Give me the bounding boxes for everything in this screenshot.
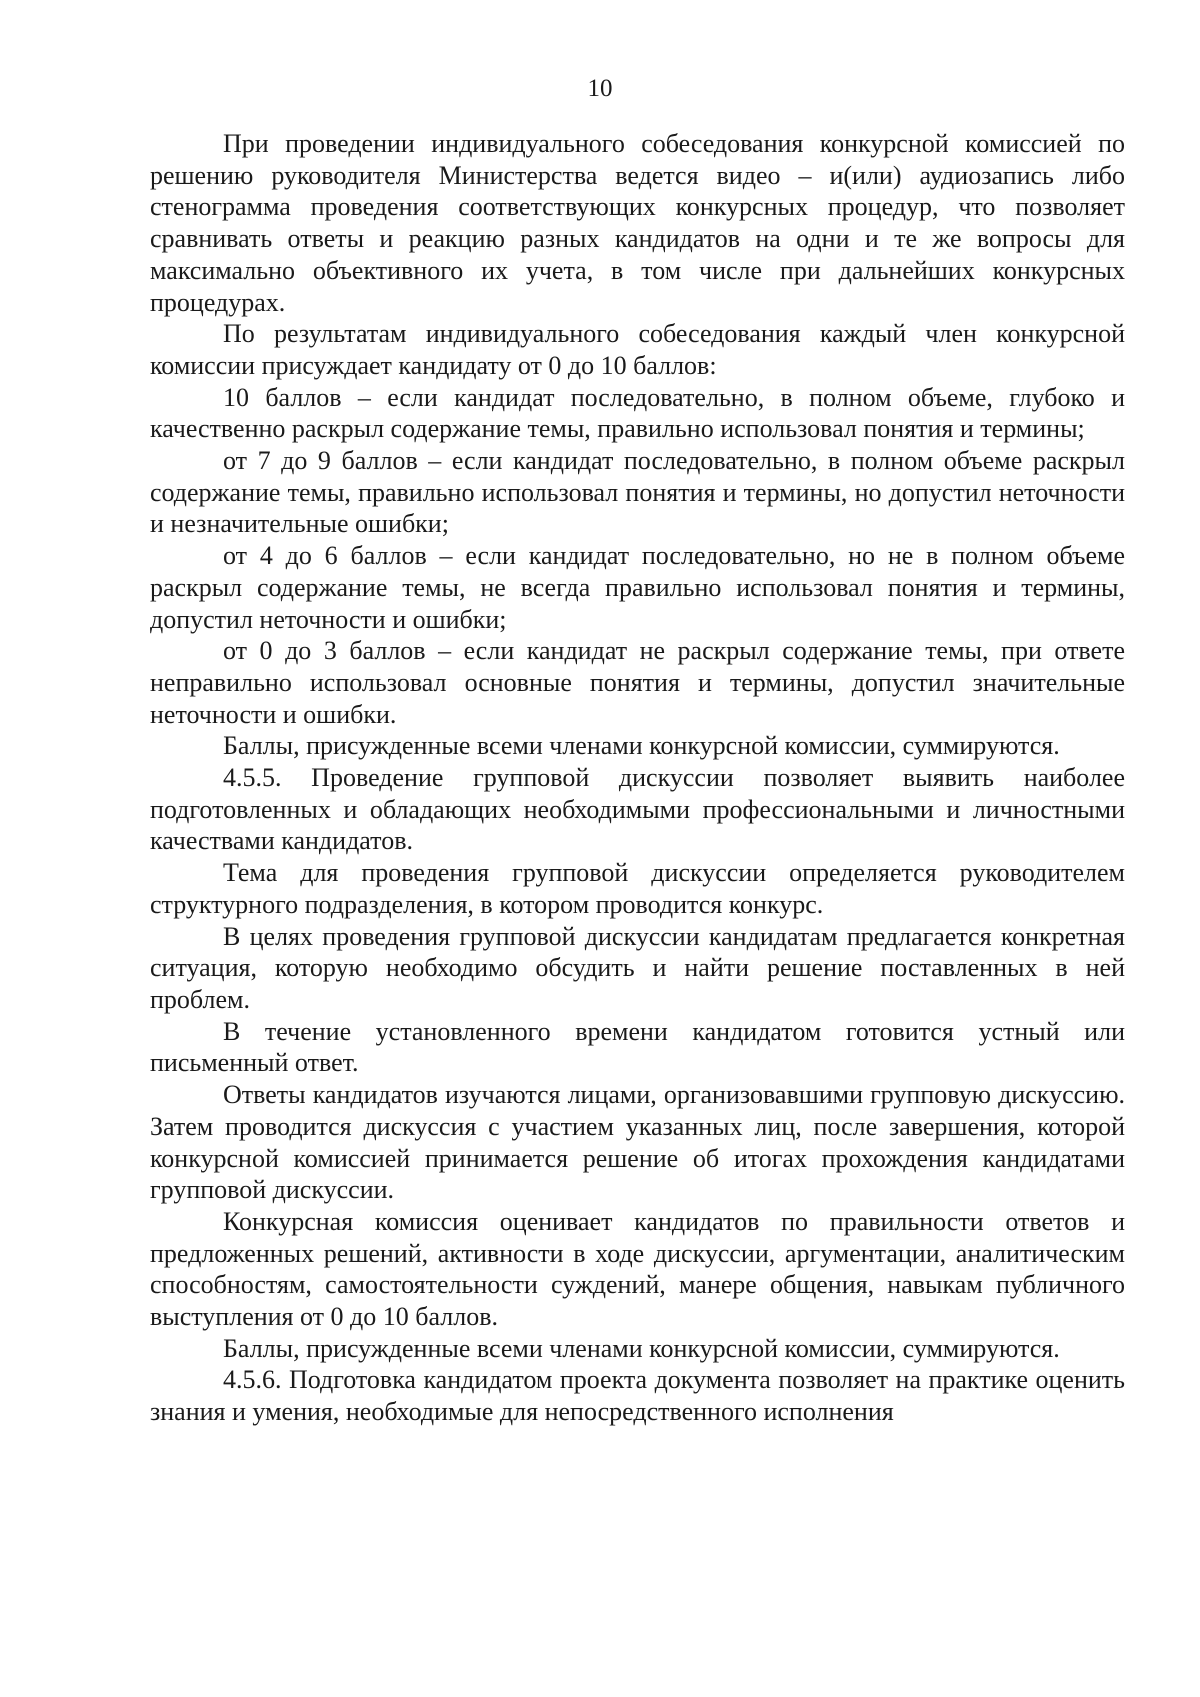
- paragraph-answer-preparation: В течение установленного времени кандидатом готовится устный или письменный ответ.: [150, 1016, 1125, 1078]
- paragraph-discussion-topic: Тема для проведения групповой дискуссии определяется руководителем структурного подразделения, в котором проводится конкурс.: [150, 858, 1125, 919]
- page-number: 10: [587, 75, 613, 102]
- paragraph-score-10: 10 баллов – если кандидат последовательно, в полном объеме, глубоко и качественно раскрыл содержание темы, правильно использовал понятия и термины;: [150, 382, 1125, 444]
- paragraph-scores-summed-2: Баллы, присужденные всеми членами конкурсной комиссии, суммируются.: [223, 1333, 1060, 1363]
- paragraph-section-4-5-6: 4.5.6. Подготовка кандидатом проекта документа позволяет на практике оценить знания и умения, необходимые для непосредственного исполнения: [150, 1365, 1125, 1427]
- document-body: [150, 128, 1125, 1428]
- paragraph-scores-summed: Баллы, присужденные всеми членами конкурсной комиссии, суммируются.: [223, 731, 1060, 761]
- paragraph-section-4-5-5: 4.5.5. Проведение групповой дискуссии позволяет выявить наиболее подготовленных и обладающих необходимыми профессиональными и личностными качествами кандидатов.: [150, 763, 1125, 856]
- paragraph-score-4-6: от 4 до 6 баллов – если кандидат последовательно, но не в полном объеме раскрыл содержание темы, не всегда правильно использовал понятия и термины, допустил неточности и ошибки;: [150, 541, 1125, 634]
- paragraph-answers-studied: Ответы кандидатов изучаются лицами, организовавшими групповую дискуссию. Затем проводится дискуссия с участием указанных лиц, после завершения, которой конкурсной комиссией принимается решение об итогах прохождения кандидатами групповой дискуссии.: [150, 1080, 1125, 1205]
- paragraph-discussion-situation: В целях проведения групповой дискуссии кандидатам предлагается конкретная ситуация, которую необходимо обсудить и найти решение поставленных в ней проблем.: [150, 921, 1125, 1014]
- paragraph-score-7-9: от 7 до 9 баллов – если кандидат последовательно, в полном объеме раскрыл содержание темы, правильно использовал понятия и термины, но допустил неточности и незначительные ошибки;: [150, 446, 1125, 539]
- paragraph-commission-evaluation: Конкурсная комиссия оценивает кандидатов по правильности ответов и предложенных решений, активности в ходе дискуссии, аргументации, аналитическим способностям, самостоятельности суждений, манере общения, навыкам публичного выступления от 0 до 10 баллов.: [150, 1206, 1125, 1332]
- paragraph-score-0-3: от 0 до 3 баллов – если кандидат не раскрыл содержание темы, при ответе неправильно использовал основные понятия и термины, допустил значительные неточности и ошибки.: [150, 636, 1125, 729]
- paragraph-interview-scoring: По результатам индивидуального собеседования каждый член конкурсной комиссии присуждает кандидату от 0 до 10 баллов:: [150, 319, 1125, 380]
- paragraph-video-recording: При проведении индивидуального собеседования конкурсной комиссией по решению руководителя Министерства ведется видео – и(или) аудиозапись либо стенограмма проведения соответствующих конкурсных процедур, что позволяет сравнивать ответы и реакцию разных кандидатов на одни и те же вопросы для максимально объективного их учета, в том числе при дальнейших конкурсных процедурах.: [150, 129, 1125, 317]
